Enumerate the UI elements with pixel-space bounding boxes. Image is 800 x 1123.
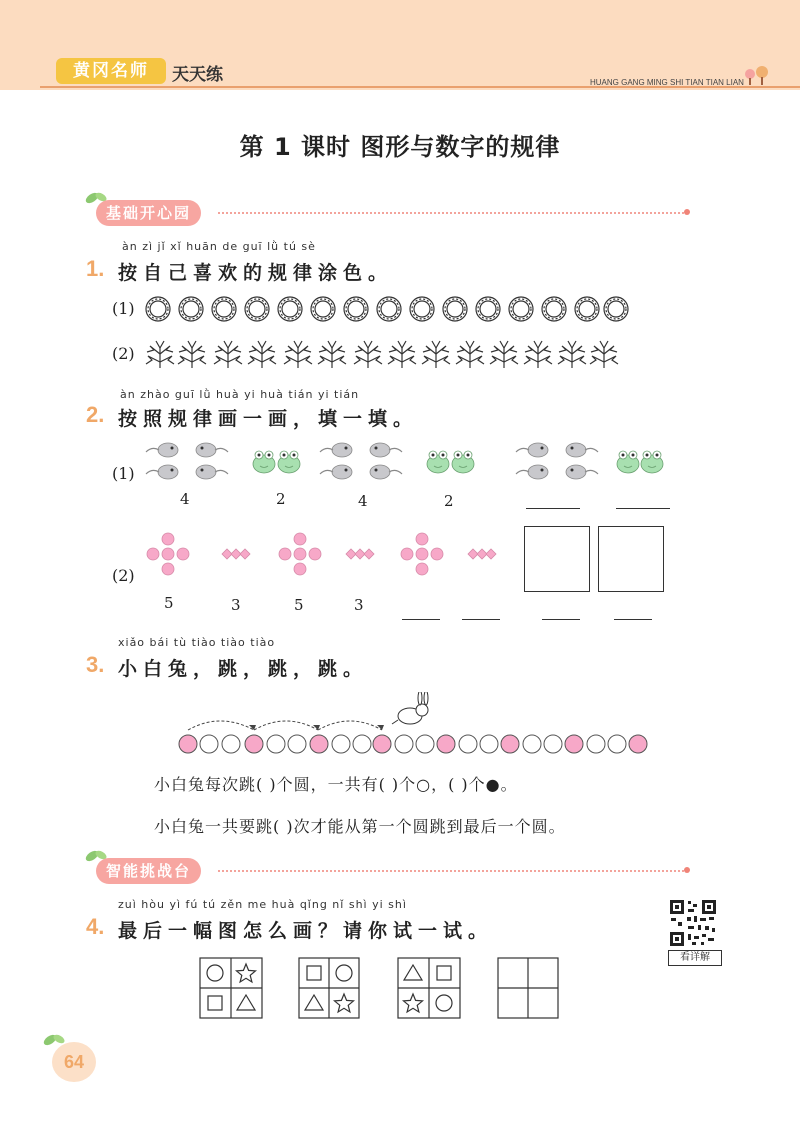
q1-label-1: (1) xyxy=(112,299,135,318)
q2-row1-count-4: 2 xyxy=(444,492,454,510)
square-shape xyxy=(307,966,321,980)
q3-question-2: 小白兔一共要跳( )次才能从第一个圆跳到最后一个圆。 xyxy=(154,817,566,836)
star-shape xyxy=(237,964,256,982)
q1-leaf-row[interactable] xyxy=(140,334,630,374)
section-divider xyxy=(218,212,684,214)
circle-shape xyxy=(436,995,452,1011)
q2-row2-answer-2[interactable] xyxy=(462,619,500,620)
q3-text: 小白兔，跳，跳，跳。 xyxy=(118,658,369,680)
diamond-group-2 xyxy=(346,549,374,559)
q2-row2-count-3: 5 xyxy=(294,596,304,614)
square-shape xyxy=(437,966,451,980)
frog-group-2 xyxy=(427,451,474,473)
square-shape xyxy=(208,996,222,1010)
view-solution-label[interactable]: 看详解 xyxy=(668,950,722,966)
dot-cross-2 xyxy=(279,533,321,575)
q2-row1-answer-1[interactable] xyxy=(526,508,580,509)
tree-icon xyxy=(742,66,772,86)
frog-group-3 xyxy=(617,451,663,473)
q3-pinyin: xiǎo bái tù tiào tiào tiào xyxy=(118,636,276,649)
triangle-shape xyxy=(237,995,255,1010)
q2-row2-answer-4[interactable] xyxy=(614,619,652,620)
frog-group-1 xyxy=(253,451,300,473)
q2-row1-count-3: 4 xyxy=(358,492,368,510)
section-badge-challenge: 智能挑战台 xyxy=(96,858,201,884)
tadpole-group-2 xyxy=(320,443,402,479)
q2-pinyin: àn zhào guī lǜ huà yi huà tián yi tián xyxy=(120,388,360,401)
q1-number: 1. xyxy=(86,256,105,281)
q4-answer-grid[interactable] xyxy=(498,958,558,1018)
brand-english: HUANG GANG MING SHI TIAN TIAN LIAN xyxy=(590,78,744,87)
q2-row1-count-1: 4 xyxy=(180,490,190,508)
tadpole-group-3 xyxy=(516,443,598,479)
q2-row2-count-1: 5 xyxy=(164,594,174,612)
divider-end-dot xyxy=(684,209,690,215)
brand-logo: 黄冈名师 xyxy=(56,58,166,84)
star-shape xyxy=(335,994,354,1012)
star-shape xyxy=(404,994,423,1012)
q4-number: 4. xyxy=(86,914,105,939)
dot-cross-3 xyxy=(401,533,443,575)
diamond-group-1 xyxy=(222,549,250,559)
q1-text: 按自己喜欢的规律涂色。 xyxy=(118,262,394,284)
page-number: 64 xyxy=(52,1042,96,1082)
q2-number: 2. xyxy=(86,402,105,427)
q2-label-2: (2) xyxy=(112,566,135,585)
q4-pinyin: zuì hòu yì fú tú zěn me huà qǐng nǐ shì yi shì xyxy=(118,898,407,911)
q2-animal-row xyxy=(140,440,680,500)
q2-row1-answer-2[interactable] xyxy=(616,508,670,509)
circle-shape xyxy=(207,965,223,981)
section-badge-basic: 基础开心园 xyxy=(96,200,201,226)
page-title: 第 1 课时 图形与数字的规律 xyxy=(239,133,561,161)
dot-cross-1 xyxy=(147,533,189,575)
section-divider xyxy=(218,870,684,872)
q2-draw-box-1[interactable] xyxy=(524,526,590,592)
q2-row2-count-2: 3 xyxy=(231,596,241,614)
q2-row2-answer-1[interactable] xyxy=(402,619,440,620)
q1-pinyin: àn zì jǐ xǐ huān de guī lǜ tú sè xyxy=(122,240,316,253)
diamond-group-3 xyxy=(468,549,496,559)
q3-question-1: 小白兔每次跳( )个圆，一共有( )个○，( )个●。 xyxy=(154,775,518,794)
q2-row2-count-4: 3 xyxy=(354,596,364,614)
q3-circle-track xyxy=(170,692,650,758)
q2-text: 按照规律画一画，填一填。 xyxy=(118,408,419,430)
triangle-shape xyxy=(404,965,422,980)
qr-code-icon[interactable] xyxy=(668,898,718,948)
q3-number: 3. xyxy=(86,652,105,677)
tadpole-group-1 xyxy=(146,443,228,479)
triangle-shape xyxy=(305,995,323,1010)
q2-row1-count-2: 2 xyxy=(276,490,286,508)
q1-label-2: (2) xyxy=(112,344,135,363)
circle-shape xyxy=(336,965,352,981)
rabbit-icon xyxy=(392,692,428,724)
q4-text: 最后一幅图怎么画？请你试一试。 xyxy=(118,920,494,942)
q2-draw-box-2[interactable] xyxy=(598,526,664,592)
brand-subtitle: 天天练 xyxy=(172,65,223,85)
divider-end-dot xyxy=(684,867,690,873)
q1-ring-row[interactable] xyxy=(140,290,630,330)
q2-label-1: (1) xyxy=(112,464,135,483)
q2-row2-answer-3[interactable] xyxy=(542,619,580,620)
q2-shape-row xyxy=(140,526,520,586)
